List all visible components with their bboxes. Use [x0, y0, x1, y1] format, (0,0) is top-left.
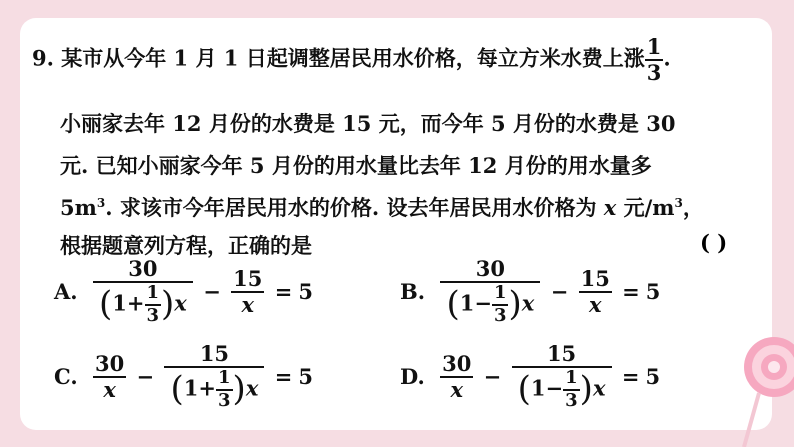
question-line-1: 9. 某市从今年 1 月 1 日起调整居民用水价格，每立方米水费上涨 $\frac{1}{3}$ . [32, 34, 671, 86]
lollipop-decoration-icon [704, 327, 794, 447]
option-c[interactable]: C. $\frac{30}{x}$ − 15 (1+ $\frac{1}{3}$ )x = 5 [54, 341, 313, 411]
question-line-3: 元. 已知小丽家今年 5 月份的用水量比去年 12 月份的用水量多 [60, 153, 652, 178]
rise-fraction: $\frac{1}{3}$ [646, 34, 662, 86]
question-line-2: 小丽家去年 12 月份的水费是 15 元，而今年 5 月份的水费是 30 [60, 111, 676, 136]
question-text-1: 某市从今年 1 月 1 日起调整居民用水价格，每立方米水费上涨 [61, 45, 645, 71]
option-d[interactable]: D. $\frac{30}{x}$ − 15 (1− $\frac{1}{3}$ )x = 5 [400, 341, 661, 411]
question-line-5: 根据题意列方程，正确的是 [60, 233, 312, 258]
option-b[interactable]: B. 30 (1− $\frac{1}{3}$ )x − $\frac{15}{x}$ = 5 [400, 256, 661, 326]
answer-blank[interactable]: ( ) [700, 230, 728, 255]
question-number: 9. [32, 45, 54, 71]
question-line-4: $5m^3$. 求该市今年居民用水的价格. 设去年居民用水价格为 x 元$/m^3$， [60, 195, 704, 220]
option-a[interactable]: A. 30 (1+ $\frac{1}{3}$ )x − $\frac{15}{x}$ = 5 [54, 256, 313, 326]
question-card [20, 18, 772, 430]
